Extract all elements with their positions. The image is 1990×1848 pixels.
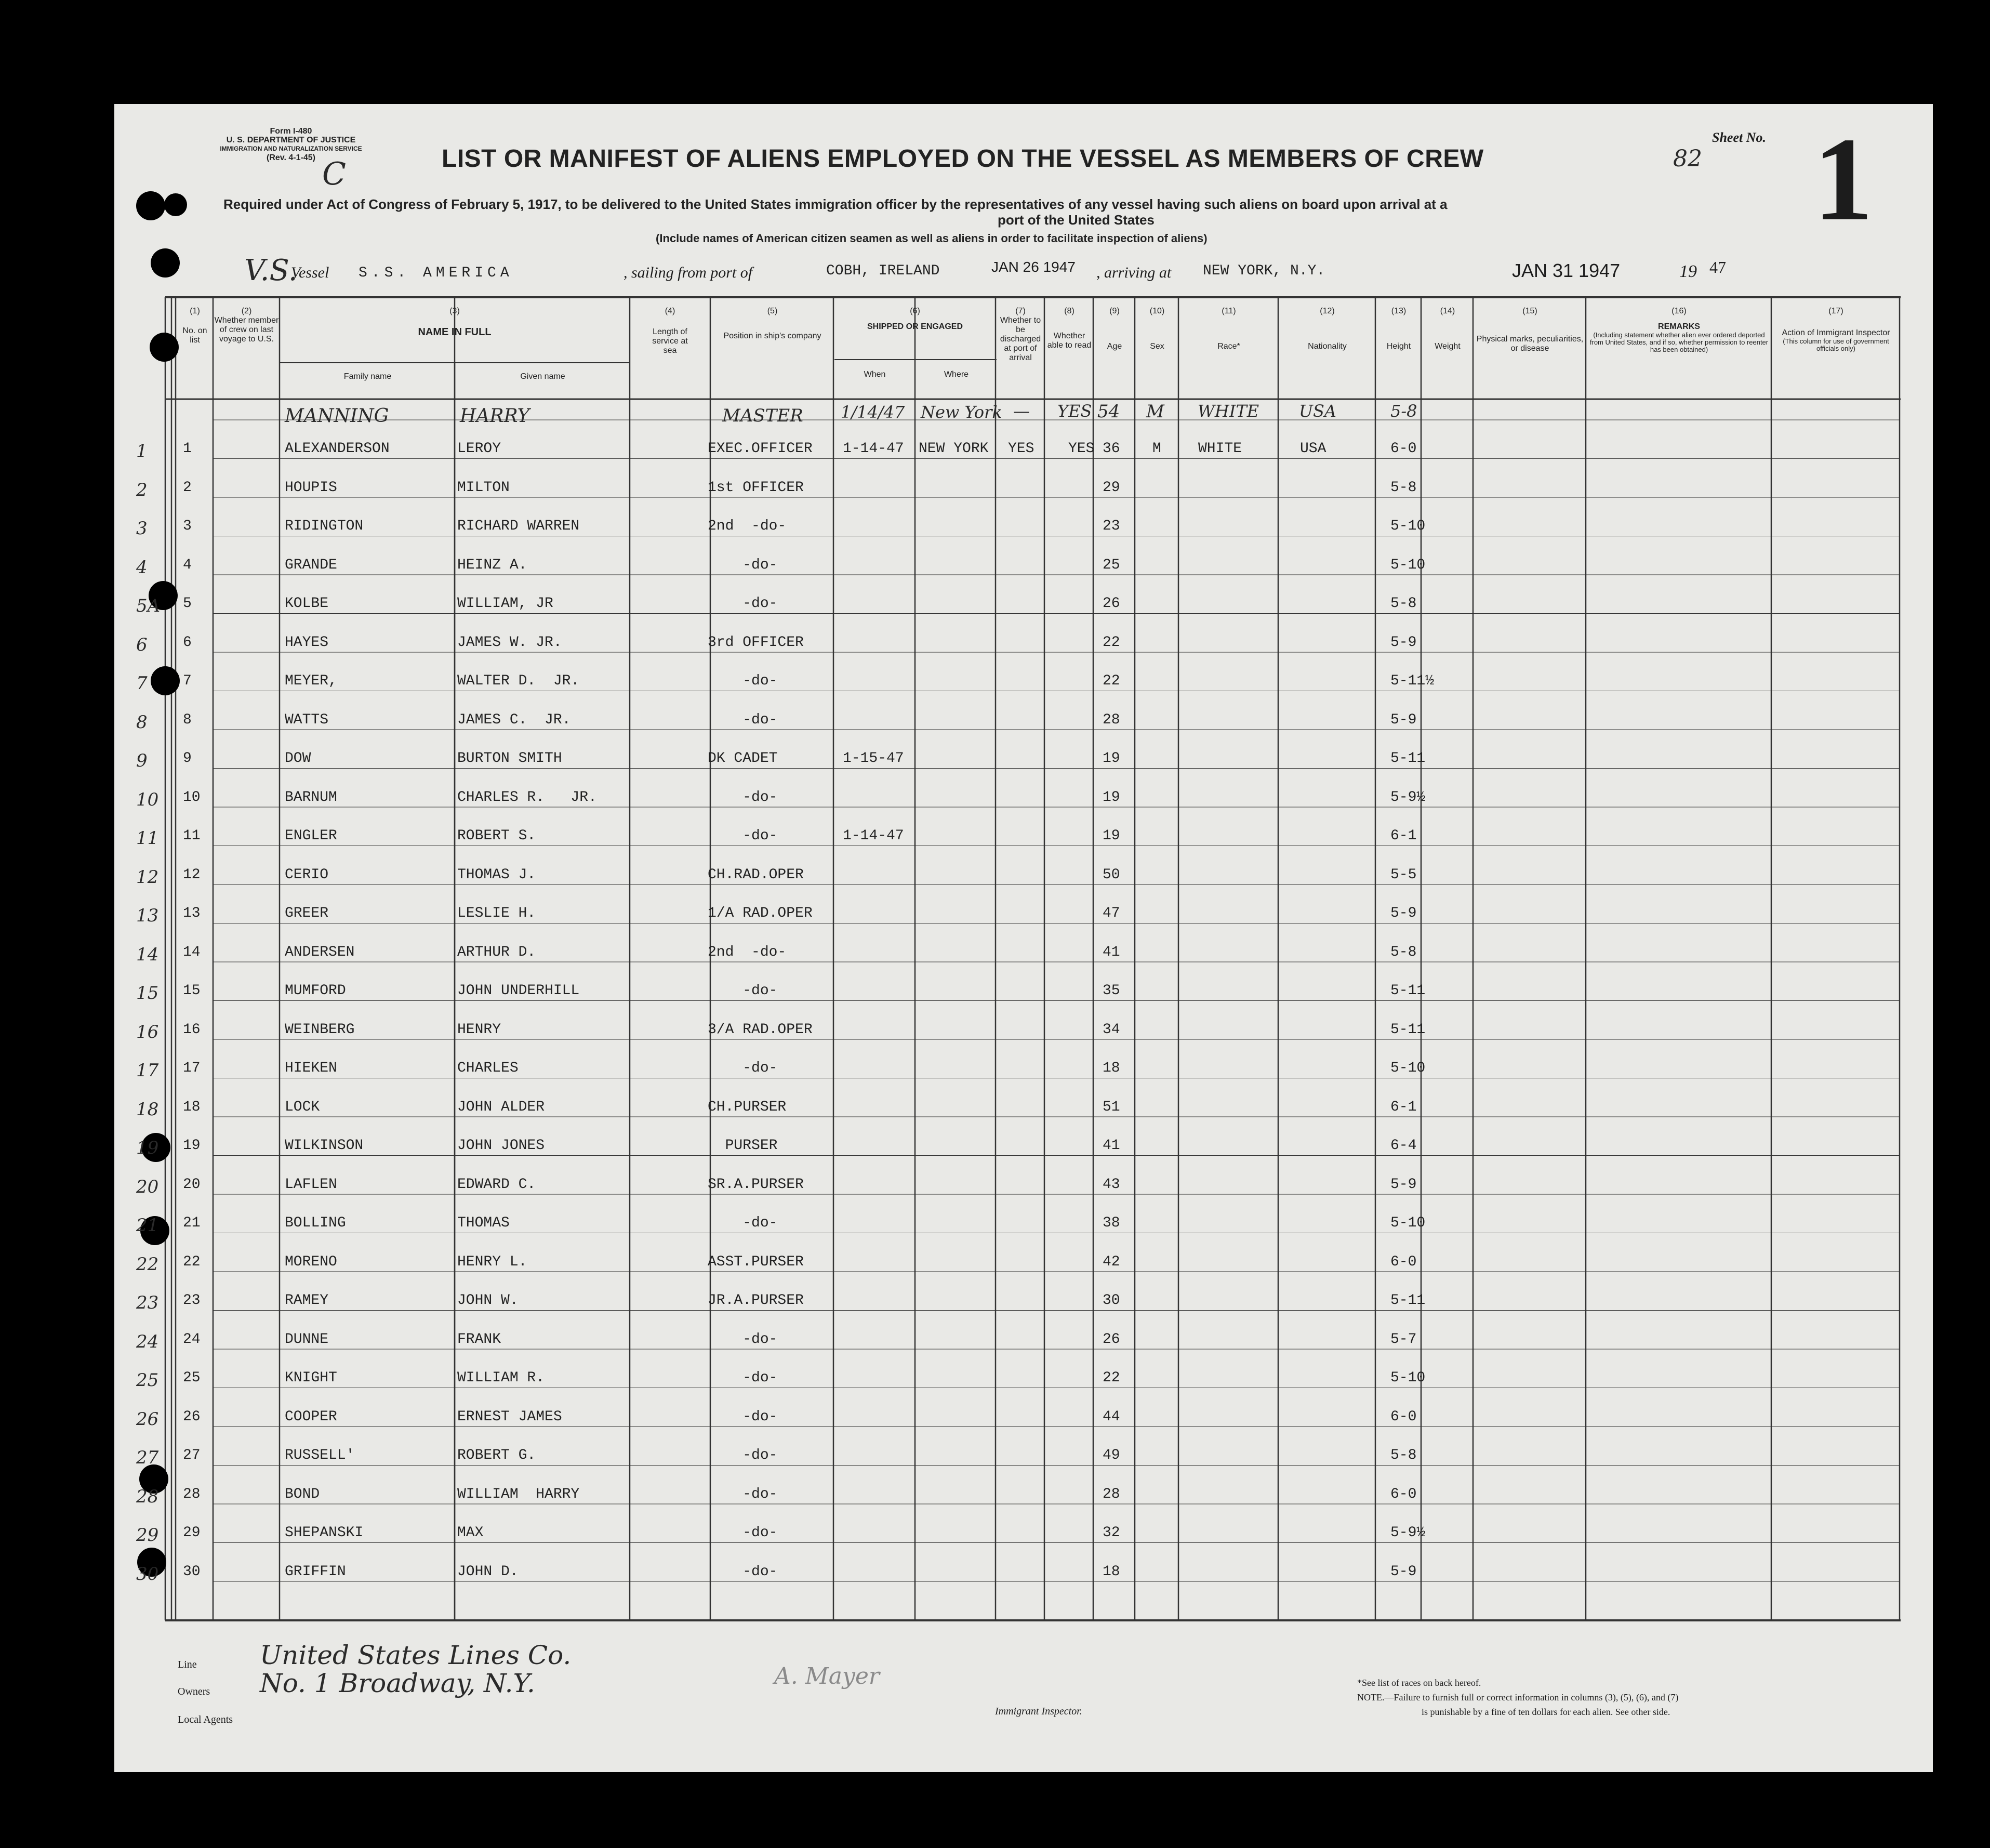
row-list-number: 24: [183, 1331, 201, 1348]
sailing-port: COBH, IRELAND: [826, 263, 940, 279]
row-family-name: MORENO: [285, 1253, 337, 1270]
row-height: 5-11: [1390, 1021, 1426, 1038]
col11-header: (11) Race*: [1217, 307, 1240, 351]
sheet-label: Sheet No.: [1712, 130, 1766, 145]
row-height: 5-9½: [1390, 789, 1426, 806]
corner-mark: C: [322, 156, 346, 192]
sailing-date-stamp: JAN 26 1947: [991, 259, 1076, 275]
row-margin-number: 6: [136, 634, 148, 655]
row-age: 22: [1103, 634, 1120, 651]
row-list-number: 9: [183, 750, 192, 767]
row-age: 22: [1103, 1370, 1120, 1386]
local-agents-label: Local Agents: [178, 1714, 233, 1725]
row-height: 5-11: [1390, 983, 1426, 999]
col6-when-subheader: When: [864, 370, 886, 379]
row-height: 6-1: [1390, 828, 1417, 844]
row1-sex: M: [1152, 441, 1161, 457]
row-position: DK CADET: [708, 750, 778, 767]
row-height: 6-0: [1390, 441, 1417, 457]
col6-where-subheader: Where: [944, 370, 969, 379]
master-age: 54: [1097, 401, 1120, 422]
row-list-number: 2: [183, 479, 192, 496]
row-given-name: RICHARD WARREN: [457, 518, 580, 534]
row-given-name: THOMAS: [457, 1215, 510, 1231]
row1-nationality: USA: [1300, 441, 1326, 457]
row-family-name: GREER: [285, 905, 329, 921]
owners-value: No. 1 Broadway, N.Y.: [260, 1668, 535, 1698]
row-list-number: 16: [183, 1021, 201, 1038]
row-given-name: EDWARD C.: [457, 1176, 536, 1193]
row-age: 41: [1103, 944, 1120, 960]
row-position: -do-: [708, 1331, 778, 1348]
row-height: 5-8: [1390, 596, 1417, 612]
row-age: 26: [1103, 596, 1120, 612]
row-shipped-when: 1-14-47: [843, 828, 904, 844]
row-position: ASST.PURSER: [708, 1253, 804, 1270]
col4-header: (4) Length of service at sea: [652, 307, 688, 355]
row-given-name: JOHN W.: [457, 1292, 519, 1309]
row-family-name: HOUPIS: [285, 479, 337, 496]
row-given-name: ROBERT S.: [457, 828, 536, 844]
row-height: 5-11: [1390, 1292, 1426, 1309]
row-margin-number: 9: [136, 750, 148, 771]
row-margin-number: 29: [136, 1525, 159, 1546]
row-position: -do-: [708, 1563, 778, 1580]
col17-header: (17) Action of Immigrant Inspector (This column for use of government officials only): [1782, 307, 1890, 352]
arriving-label: , arriving at: [1096, 264, 1172, 281]
row-position: SR.A.PURSER: [708, 1176, 804, 1193]
row-list-number: 1: [183, 441, 192, 457]
row-height: 6-0: [1390, 1408, 1417, 1425]
row-age: 18: [1103, 1060, 1120, 1076]
row-list-number: 14: [183, 944, 201, 960]
arrival-port: NEW YORK, N.Y.: [1203, 263, 1325, 279]
row-given-name: MILTON: [457, 479, 510, 496]
row-margin-number: 3: [136, 518, 148, 539]
row1-discharged: YES: [1008, 441, 1034, 457]
row-margin-number: 1: [136, 441, 148, 461]
col15-header: (15) Physical marks, peculiarities, or disease: [1476, 307, 1584, 353]
row-given-name: WILLIAM, JR: [457, 596, 553, 612]
master-shipped-where: New York: [921, 402, 1002, 422]
row-height: 5-10: [1390, 1215, 1426, 1231]
row-shipped-when: 1-15-47: [843, 750, 904, 767]
col6-header: (6) SHIPPED OR ENGAGED: [867, 307, 963, 331]
row-age: 32: [1103, 1525, 1120, 1541]
row-age: 23: [1103, 518, 1120, 534]
row-family-name: HAYES: [285, 634, 329, 651]
row-list-number: 27: [183, 1447, 201, 1463]
row-given-name: JOHN JONES: [457, 1138, 545, 1154]
row-family-name: ANDERSEN: [285, 944, 355, 960]
inspector-signature: A. Mayer: [774, 1663, 880, 1689]
vessel-label: Vessel: [291, 264, 329, 281]
row-position: -do-: [708, 1370, 778, 1386]
row-family-name: SHEPANSKI: [285, 1525, 364, 1541]
row-age: 19: [1103, 828, 1120, 844]
punch-hole: [150, 333, 179, 362]
row-age: 30: [1103, 1292, 1120, 1309]
row-age: 50: [1103, 866, 1120, 883]
row-given-name: ERNEST JAMES: [457, 1408, 562, 1425]
row-given-name: THOMAS J.: [457, 866, 536, 883]
row-position: JR.A.PURSER: [708, 1292, 804, 1309]
row-age: 36: [1103, 441, 1120, 457]
row-position: 1st OFFICER: [708, 479, 804, 496]
row-age: 29: [1103, 479, 1120, 496]
row-family-name: LOCK: [285, 1099, 320, 1115]
row-list-number: 26: [183, 1408, 201, 1425]
row-given-name: ROBERT G.: [457, 1447, 536, 1463]
row-age: 43: [1103, 1176, 1120, 1193]
row-family-name: KOLBE: [285, 596, 329, 612]
form-agency-block: [208, 127, 374, 162]
row-given-name: BURTON SMITH: [457, 750, 562, 767]
row-list-number: 8: [183, 711, 192, 728]
row-position: -do-: [708, 1215, 778, 1231]
row-family-name: BARNUM: [285, 789, 337, 806]
row-position: -do-: [708, 711, 778, 728]
row-age: 22: [1103, 673, 1120, 689]
row-position: -do-: [708, 789, 778, 806]
row-list-number: 13: [183, 905, 201, 921]
row-position: 3rd OFFICER: [708, 634, 804, 651]
form-revision: (Rev. 4-1-45): [267, 153, 315, 162]
row-family-name: DOW: [285, 750, 311, 767]
row-height: 5-7: [1390, 1331, 1417, 1348]
row-height: 5-8: [1390, 1447, 1417, 1463]
row-height: 5-9: [1390, 634, 1417, 651]
row-position: -do-: [708, 1060, 778, 1076]
row-given-name: FRANK: [457, 1331, 501, 1348]
row-height: 5-9: [1390, 1176, 1417, 1193]
row-position: PURSER: [708, 1138, 778, 1154]
row-position: EXEC.OFFICER: [708, 441, 813, 457]
row-family-name: BOND: [285, 1486, 320, 1502]
races-note: *See list of races on back hereof.: [1357, 1678, 1481, 1688]
row-position: 1/A RAD.OPER: [708, 905, 813, 921]
row-height: 5-9: [1390, 905, 1417, 921]
master-height: 5-8: [1390, 401, 1417, 421]
master-able-to-read: YES: [1057, 401, 1092, 421]
row-age: 38: [1103, 1215, 1120, 1231]
row-given-name: LESLIE H.: [457, 905, 536, 921]
row-list-number: 20: [183, 1176, 201, 1193]
row-list-number: 17: [183, 1060, 201, 1076]
col9-header: (9) Age: [1107, 307, 1122, 351]
col2-header: (2) Whether member of crew on last voyage to U.S.: [214, 307, 279, 344]
inspector-label: Immigrant Inspector.: [995, 1706, 1082, 1717]
row-height: 5-5: [1390, 866, 1417, 883]
row-list-number: 3: [183, 518, 192, 534]
row-position: -do-: [708, 557, 778, 573]
master-nationality: USA: [1299, 401, 1336, 421]
row-given-name: LEROY: [457, 441, 501, 457]
row-margin-number: 12: [136, 866, 159, 888]
master-given-name: HARRY: [460, 405, 530, 427]
row-list-number: 19: [183, 1138, 201, 1154]
sailing-label: , sailing from port of: [623, 264, 753, 281]
col14-header: (14) Weight: [1435, 307, 1461, 351]
row-family-name: KNIGHT: [285, 1370, 337, 1386]
sheet-handwritten-number: 82: [1673, 146, 1702, 172]
row-list-number: 5: [183, 596, 192, 612]
row-height: 5-10: [1390, 1370, 1426, 1386]
penalty-note-cont: is punishable by a fine of ten dollars for each alien. See other side.: [1422, 1707, 1670, 1717]
line-value: United States Lines Co.: [260, 1640, 572, 1670]
row-age: 47: [1103, 905, 1120, 921]
row-list-number: 29: [183, 1525, 201, 1541]
form-title: LIST OR MANIFEST OF ALIENS EMPLOYED ON THE VESSEL AS MEMBERS OF CREW: [442, 145, 1484, 173]
row-position: 3/A RAD.OPER: [708, 1021, 813, 1038]
row-position: -do-: [708, 1408, 778, 1425]
col3-given-subheader: Given name: [520, 372, 565, 381]
master-shipped-when: 1/14/47: [841, 402, 905, 422]
row-age: 51: [1103, 1099, 1120, 1115]
row-height: 5-8: [1390, 479, 1417, 496]
row-age: 41: [1103, 1138, 1120, 1154]
form-service: IMMIGRATION AND NATURALIZATION SERVICE: [220, 145, 362, 152]
row-age: 19: [1103, 750, 1120, 767]
row-family-name: HIEKEN: [285, 1060, 337, 1076]
row-list-number: 12: [183, 866, 201, 883]
row-list-number: 21: [183, 1215, 201, 1231]
punch-hole: [164, 193, 187, 216]
row-list-number: 15: [183, 983, 201, 999]
row-height: 5-9: [1390, 1563, 1417, 1580]
row-position: 2nd -do-: [708, 518, 787, 534]
master-family-name: MANNING: [285, 405, 389, 427]
row-list-number: 6: [183, 634, 192, 651]
row-age: 18: [1103, 1563, 1120, 1580]
row-margin-number: 14: [136, 944, 159, 965]
penalty-note: NOTE.—Failure to furnish full or correct information in columns (3), (5), (6), and (7): [1357, 1692, 1679, 1702]
row-margin-number: 26: [136, 1408, 159, 1430]
row1-able-to-read: YES: [1068, 441, 1095, 457]
row-given-name: HEINZ A.: [457, 557, 527, 573]
row-list-number: 25: [183, 1370, 201, 1386]
line-label: Line: [178, 1659, 197, 1670]
row-margin-number: 20: [136, 1176, 159, 1197]
row-list-number: 7: [183, 673, 192, 689]
row-height: 6-0: [1390, 1486, 1417, 1502]
row-family-name: RAMEY: [285, 1292, 329, 1309]
row-given-name: JAMES C. JR.: [457, 711, 571, 728]
row-height: 6-1: [1390, 1099, 1417, 1115]
row-list-number: 22: [183, 1253, 201, 1270]
row-family-name: WATTS: [285, 711, 329, 728]
row-list-number: 10: [183, 789, 201, 806]
row-family-name: ALEXANDERSON: [285, 441, 390, 457]
row-margin-number: 13: [136, 905, 159, 926]
row-position: 2nd -do-: [708, 944, 787, 960]
row-age: 35: [1103, 983, 1120, 999]
col7-header: (7) Whether to be discharged at port of arrival: [1000, 307, 1041, 362]
row-list-number: 23: [183, 1292, 201, 1309]
punch-hole: [136, 191, 165, 220]
punch-hole: [151, 248, 180, 278]
row1-shipped-where: NEW YORK: [919, 441, 989, 457]
row-height: 5-8: [1390, 944, 1417, 960]
row-list-number: 28: [183, 1486, 201, 1502]
row-margin-number: 2: [136, 479, 148, 500]
col3-header: (3) NAME IN FULL: [418, 307, 492, 338]
row-height: 5-11½: [1390, 673, 1435, 689]
col13-header: (13) Height: [1386, 307, 1411, 351]
row-given-name: JAMES W. JR.: [457, 634, 562, 651]
row-margin-number: 30: [136, 1563, 159, 1585]
row-position: -do-: [708, 596, 778, 612]
row-shipped-when: 1-14-47: [843, 441, 904, 457]
row-given-name: WALTER D. JR.: [457, 673, 580, 689]
row-margin-number: 15: [136, 983, 159, 1004]
row-given-name: JOHN UNDERHILL: [457, 983, 580, 999]
row-family-name: MEYER,: [285, 673, 337, 689]
row-position: -do-: [708, 673, 778, 689]
row-margin-number: 4: [136, 557, 148, 578]
col1-header: (1) No. on list: [182, 307, 207, 345]
row-family-name: GRANDE: [285, 557, 337, 573]
row-family-name: CERIO: [285, 866, 329, 883]
row-height: 6-0: [1390, 1253, 1417, 1270]
row-family-name: LAFLEN: [285, 1176, 337, 1193]
row-list-number: 11: [183, 828, 201, 844]
sheet-number: 1: [1813, 113, 1873, 245]
row-given-name: JOHN ALDER: [457, 1099, 545, 1115]
row-age: 25: [1103, 557, 1120, 573]
row-margin-number: 23: [136, 1292, 159, 1313]
row-position: -do-: [708, 983, 778, 999]
row-given-name: ARTHUR D.: [457, 944, 536, 960]
row-age: 26: [1103, 1331, 1120, 1348]
row-family-name: GRIFFIN: [285, 1563, 346, 1580]
row-position: -do-: [708, 1525, 778, 1541]
row-height: 6-4: [1390, 1138, 1417, 1154]
row-margin-number: 7: [136, 673, 148, 694]
row-age: 28: [1103, 711, 1120, 728]
row-given-name: HENRY: [457, 1021, 501, 1038]
row-position: CH.RAD.OPER: [708, 866, 804, 883]
row-family-name: DUNNE: [285, 1331, 329, 1348]
row-given-name: HENRY L.: [457, 1253, 527, 1270]
row-height: 5-10: [1390, 557, 1426, 573]
row-family-name: RUSSELL': [285, 1447, 355, 1463]
vs-mark: V.S.: [244, 254, 298, 287]
row-list-number: 4: [183, 557, 192, 573]
row-given-name: JOHN D.: [457, 1563, 519, 1580]
form-subtitle-cont: port of the United States: [998, 212, 1155, 228]
vessel-name: S.S. AMERICA: [359, 265, 513, 281]
row-given-name: WILLIAM HARRY: [457, 1486, 580, 1502]
row-family-name: MUMFORD: [285, 983, 346, 999]
owners-label: Owners: [178, 1686, 210, 1697]
row-margin-number: 10: [136, 789, 159, 810]
row-margin-number: 27: [136, 1447, 159, 1468]
row-margin-number: 22: [136, 1253, 159, 1275]
row-age: 42: [1103, 1253, 1120, 1270]
row-height: 5-9½: [1390, 1525, 1426, 1541]
master-position: MASTER: [722, 405, 803, 426]
row-list-number: 18: [183, 1099, 201, 1115]
row-height: 5-10: [1390, 1060, 1426, 1076]
col5-header: (5) Position in ship's company: [723, 307, 821, 340]
row1-race: WHITE: [1198, 441, 1242, 457]
row-age: 28: [1103, 1486, 1120, 1502]
row-margin-number: 5A: [136, 596, 161, 616]
col12-header: (12) Nationality: [1308, 307, 1347, 351]
punch-hole: [151, 666, 180, 695]
row-margin-number: 24: [136, 1331, 159, 1352]
row-list-number: 30: [183, 1563, 201, 1580]
row-family-name: WILKINSON: [285, 1138, 364, 1154]
row-age: 44: [1103, 1408, 1120, 1425]
row-margin-number: 16: [136, 1021, 159, 1042]
row-given-name: CHARLES: [457, 1060, 519, 1076]
master-sex: M: [1146, 401, 1164, 422]
row-margin-number: 19: [136, 1138, 159, 1158]
row-margin-number: 17: [136, 1060, 159, 1081]
arrival-date-stamp: JAN 31 1947: [1512, 260, 1621, 281]
row-height: 5-11: [1390, 750, 1426, 767]
form-instruction: (Include names of American citizen seamen as well as aliens in order to facilitate inspection of aliens): [656, 232, 1208, 245]
row-margin-number: 8: [136, 711, 148, 733]
form-agency: U. S. DEPARTMENT OF JUSTICE: [226, 136, 356, 144]
row-margin-number: 18: [136, 1099, 159, 1120]
row-margin-number: 25: [136, 1370, 159, 1391]
master-race: WHITE: [1198, 401, 1259, 421]
row-position: CH.PURSER: [708, 1099, 787, 1115]
col8-header: (8) Whether able to read: [1047, 307, 1092, 350]
row-age: 49: [1103, 1447, 1120, 1463]
col10-header: (10) Sex: [1149, 307, 1165, 351]
form-number: Form I-480: [270, 127, 312, 136]
year-suffix: 47: [1709, 258, 1726, 276]
year-prefix: 19: [1679, 262, 1697, 281]
col16-header: (16) REMARKS (Including statement whether alien ever ordered deported from United States, and if so, whether permission to reenter has been obtained): [1589, 307, 1769, 353]
row-family-name: COOPER: [285, 1408, 337, 1425]
master-discharged: —: [1013, 401, 1030, 421]
row-height: 5-9: [1390, 711, 1417, 728]
row-margin-number: 21: [136, 1215, 159, 1236]
row-margin-number: 28: [136, 1486, 159, 1507]
row-margin-number: 11: [136, 828, 159, 849]
row-family-name: WEINBERG: [285, 1021, 355, 1038]
form-subtitle: Required under Act of Congress of February 5, 1917, to be delivered to the United States immigration officer by the representatives of any vessel having such aliens on board upon arrival at a: [223, 196, 1448, 212]
row-given-name: CHARLES R. JR.: [457, 789, 597, 806]
row-age: 19: [1103, 789, 1120, 806]
row-position: -do-: [708, 1447, 778, 1463]
row-position: -do-: [708, 828, 778, 844]
row-height: 5-10: [1390, 518, 1426, 534]
row-given-name: MAX: [457, 1525, 484, 1541]
col3-family-subheader: Family name: [343, 372, 392, 381]
row-given-name: WILLIAM R.: [457, 1370, 545, 1386]
row-family-name: ENGLER: [285, 828, 337, 844]
row-age: 34: [1103, 1021, 1120, 1038]
row-position: -do-: [708, 1486, 778, 1502]
row-family-name: RIDINGTON: [285, 518, 364, 534]
row-family-name: BOLLING: [285, 1215, 346, 1231]
